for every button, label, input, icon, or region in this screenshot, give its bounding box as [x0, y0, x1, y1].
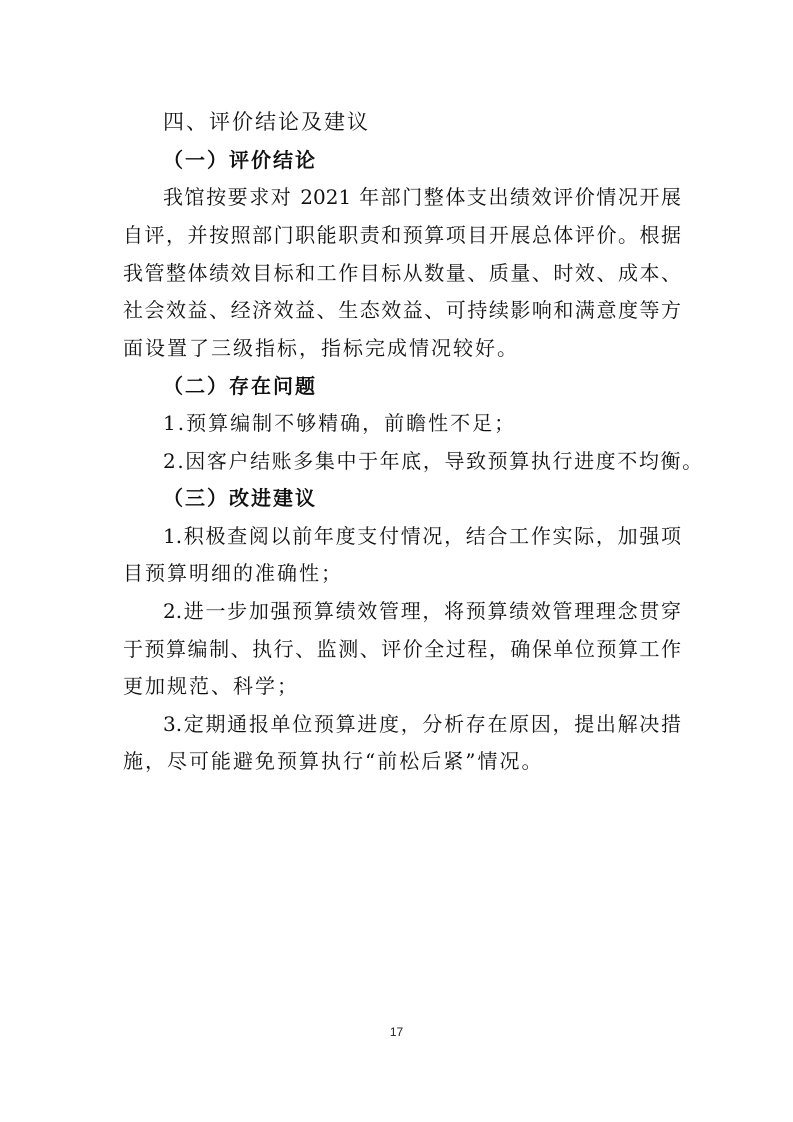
- list-item-continuation: 于预算编制、执行、监测、评价全过程，确保单位预算工作: [123, 637, 681, 661]
- list-item: 2.因客户结账多集中于年底，导致预算执行进度不均衡。: [163, 449, 704, 473]
- paragraph-line: 面设置了三级指标，指标完成情况较好。: [123, 336, 519, 360]
- list-item: 1.积极查阅以前年度支付情况，结合工作实际，加强项: [163, 524, 681, 548]
- subsection-heading-suggestions: （三）改进建议: [163, 486, 317, 510]
- page-number: 17: [389, 1025, 404, 1039]
- list-item-continuation: 目预算明细的准确性；: [123, 561, 343, 585]
- paragraph-line: 社会效益、经济效益、生态效益、可持续影响和满意度等方: [123, 298, 681, 322]
- paragraph-line: 我馆按要求对 2021 年部门整体支出绩效评价情况开展: [163, 185, 681, 209]
- paragraph-line: 自评，并按照部门职能职责和预算项目开展总体评价。根据: [123, 223, 681, 247]
- list-item: 3.定期通报单位预算进度，分析存在原因，提出解决措: [163, 712, 681, 736]
- subsection-heading-problems: （二）存在问题: [163, 374, 317, 398]
- paragraph-line: 我管整体绩效目标和工作目标从数量、质量、时效、成本、: [123, 261, 681, 285]
- list-item-continuation: 更加规范、科学；: [123, 674, 299, 698]
- list-item-continuation: 施，尽可能避免预算执行“前松后紧”情况。: [123, 749, 544, 773]
- section-title: 四、评价结论及建议: [163, 110, 370, 134]
- list-item: 2.进一步加强预算绩效管理，将预算绩效管理理念贯穿: [163, 599, 681, 623]
- subsection-heading-conclusion: （一）评价结论: [163, 148, 317, 172]
- list-item: 1.预算编制不够精确，前瞻性不足；: [163, 411, 517, 435]
